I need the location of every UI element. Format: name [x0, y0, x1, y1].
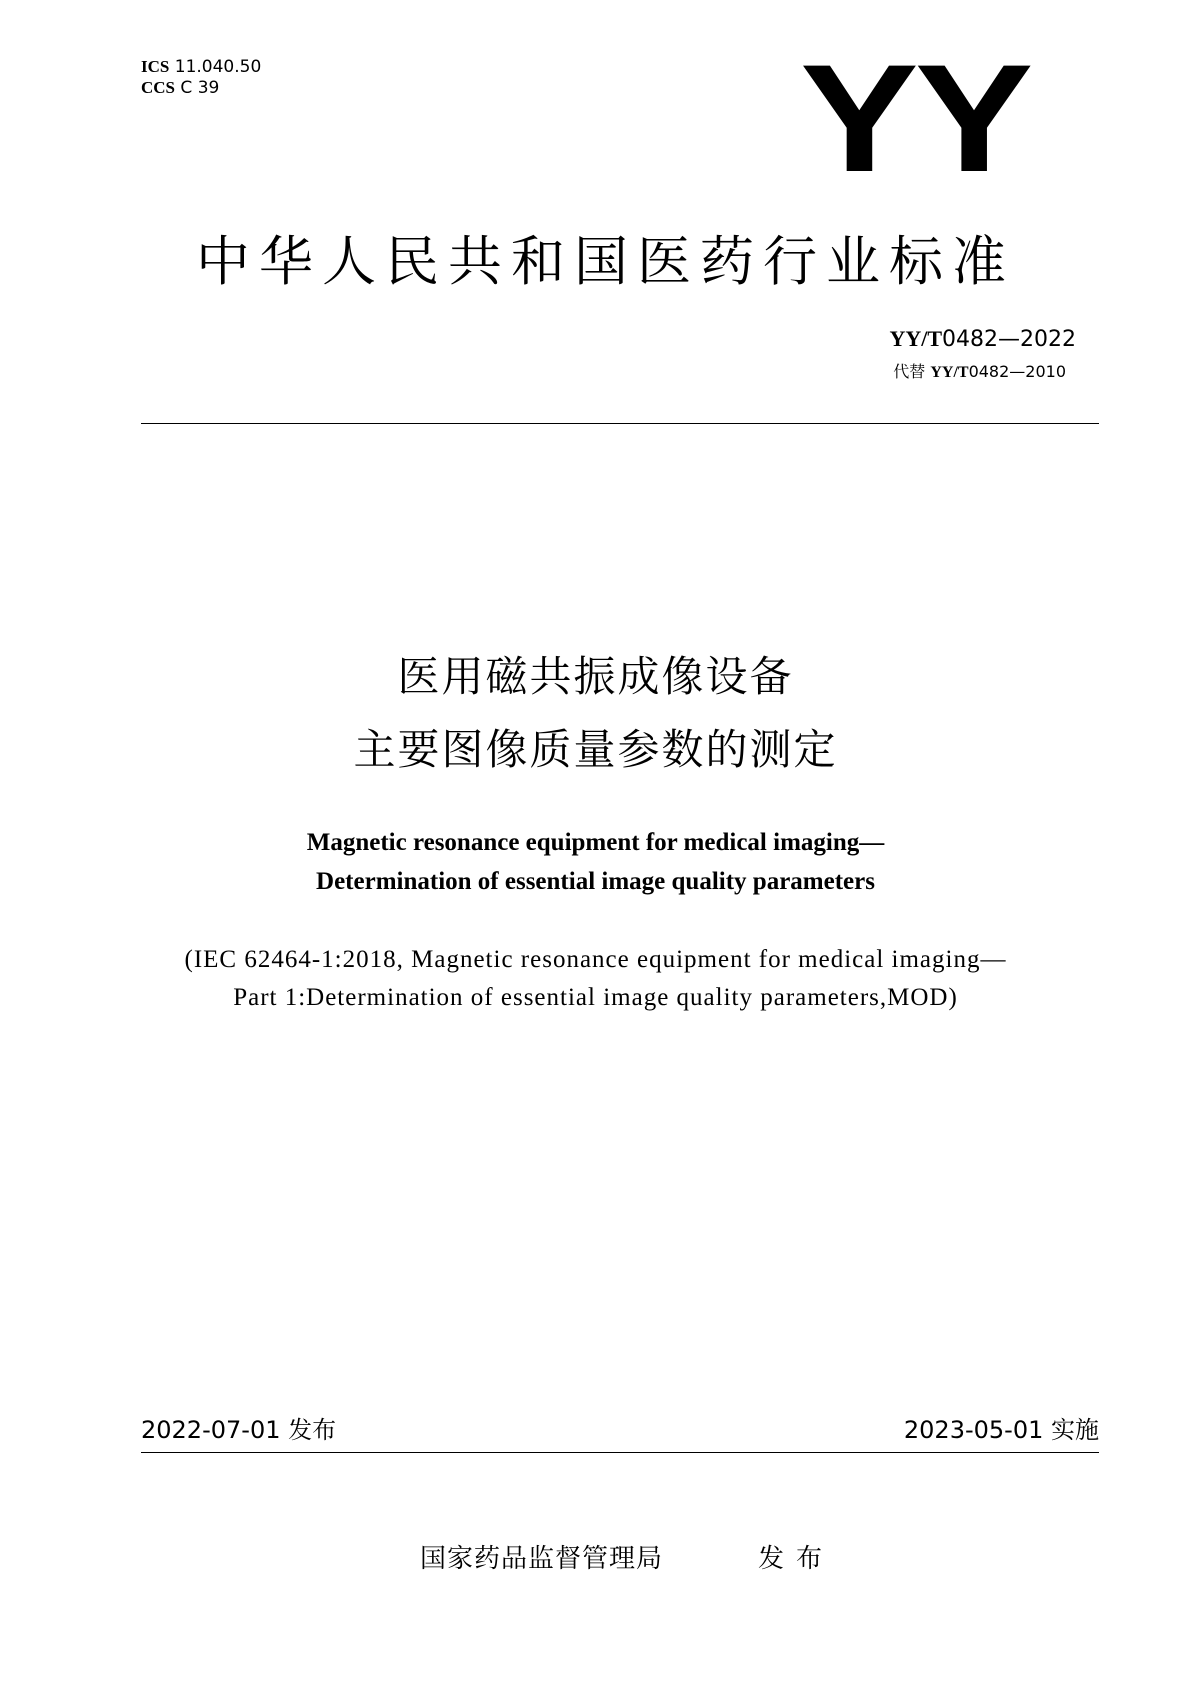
english-title-line2: Determination of essential image quality parameters — [316, 868, 875, 895]
ccs-code — [141, 77, 219, 99]
ics-label: ICS — [141, 57, 170, 76]
standard-number-value: 0482—2022 — [942, 327, 1076, 352]
ics-code — [141, 56, 261, 78]
standard-number-prefix: YY/T — [889, 326, 943, 351]
replaces-number: 0482—2010 — [968, 362, 1066, 381]
ics-value: 11.040.50 — [174, 57, 262, 77]
standard-title: 中华人民共和国医药行业标准 — [196, 230, 1015, 293]
english-title-line1: Magnetic resonance equipment for medical imaging— — [306, 829, 885, 856]
standard-number-block — [889, 324, 1076, 384]
replaces-standard — [889, 361, 1066, 384]
chinese-title-line2: 主要图像质量参数的测定 — [353, 725, 838, 774]
publisher-name: 国家药品监督管理局 — [420, 1544, 664, 1574]
iec-reference-line2: Part 1:Determination of essential image quality parameters,MOD) — [233, 984, 958, 1011]
replaces-prefix: YY/T — [930, 364, 969, 381]
top-divider — [141, 423, 1099, 424]
standard-number — [889, 324, 1076, 355]
chinese-title-line1: 医用磁共振成像设备 — [397, 652, 794, 701]
ccs-value: C 39 — [180, 78, 220, 98]
publisher-action: 发布 — [758, 1544, 835, 1574]
bottom-divider — [141, 1452, 1099, 1453]
implementation-date: 2023-05-01 实施 — [903, 1416, 1099, 1444]
replaces-label: 代替 — [893, 362, 926, 381]
yy-logo: YY — [800, 32, 1030, 204]
publish-date: 2022-07-01 发布 — [141, 1416, 337, 1444]
iec-reference-line1: (IEC 62464-1:2018, Magnetic resonance equipment for medical imaging— — [184, 946, 1007, 973]
ccs-label: CCS — [141, 78, 176, 97]
